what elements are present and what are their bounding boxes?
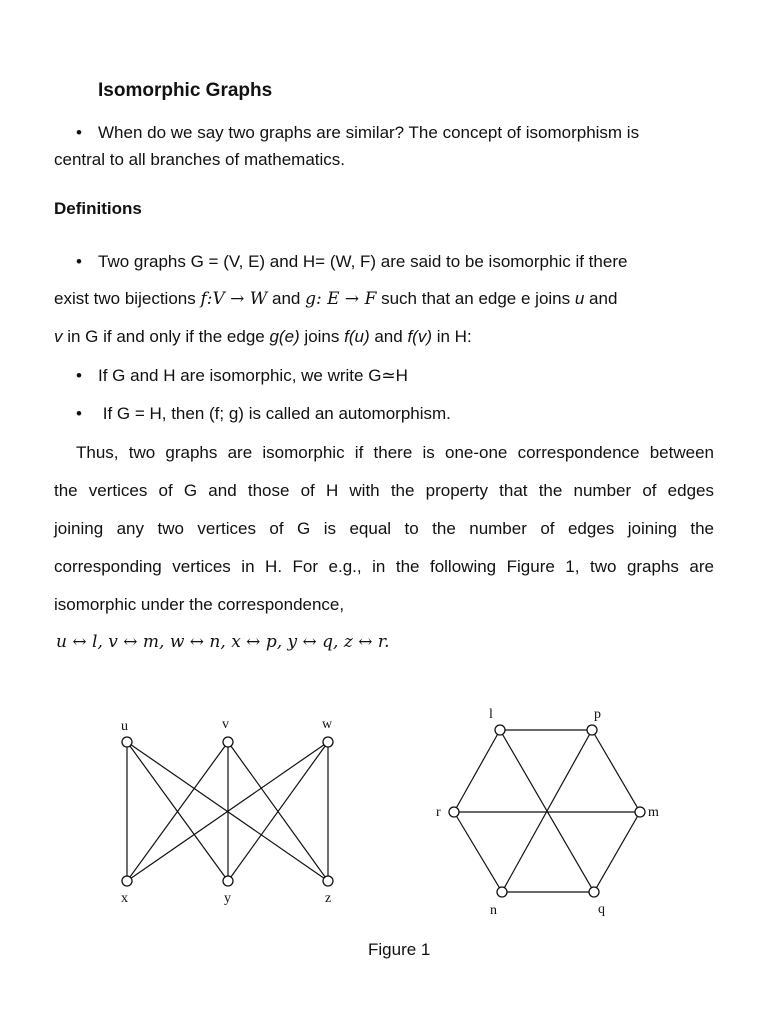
paragraph-line-3: joining any two vertices of G is equal to the number of edges joining the	[54, 519, 714, 538]
label-q: q	[598, 902, 605, 917]
vertex-l	[495, 725, 505, 735]
label-u: u	[121, 719, 128, 734]
graph-h-edges	[454, 730, 640, 892]
bullet-isomorphic-notation: • If G and H are isomorphic, we write G≃H	[76, 366, 408, 385]
vertex-w	[323, 737, 333, 747]
vertex-u	[122, 737, 132, 747]
edge-m-q	[594, 812, 640, 892]
edge-p-n	[502, 730, 592, 892]
label-x: x	[121, 891, 128, 906]
label-z: z	[325, 891, 332, 906]
vertex-m	[635, 807, 645, 817]
edge-n-r	[454, 812, 502, 892]
page-title: Isomorphic Graphs	[98, 80, 273, 101]
label-r: r	[436, 805, 441, 820]
vertex-p	[587, 725, 597, 735]
graph-h-figure	[420, 696, 680, 926]
definitions-heading: Definitions	[54, 199, 142, 218]
bullet-marker: •	[76, 252, 82, 271]
vertex-y	[223, 876, 233, 886]
edge-r-l	[454, 730, 500, 812]
label-v: v	[222, 717, 229, 732]
correspondence-formula: u ↔ l, v ↔ m, w ↔ n, x ↔ p, y ↔ q, z ↔ r.	[56, 632, 390, 652]
edge-p-m	[592, 730, 640, 812]
label-n: n	[490, 903, 497, 918]
bullet-automorphism: • If G = H, then (f; g) is called an automorphism.	[76, 404, 451, 423]
label-m: m	[648, 805, 659, 820]
paragraph-line-5: isomorphic under the correspondence,	[54, 595, 345, 614]
intro-line-1: • When do we say two graphs are similar? The concept of isomorphism is	[76, 123, 640, 142]
vertex-x	[122, 876, 132, 886]
vertex-q	[589, 887, 599, 897]
label-p: p	[594, 707, 601, 722]
definition-line-2: exist two bijections f:V → W and g: E → F such that an edge e joins u and	[54, 289, 618, 309]
paragraph-line-4: corresponding vertices in H. For e.g., in the following Figure 1, two graphs are	[54, 557, 714, 576]
vertex-v	[223, 737, 233, 747]
label-y: y	[224, 891, 231, 906]
definition-line-3: v in G if and only if the edge g(e) joins f(u) and f(v) in H:	[54, 327, 472, 346]
vertex-z	[323, 876, 333, 886]
label-w: w	[322, 717, 333, 732]
figure-caption: Figure 1	[368, 940, 431, 959]
vertex-n	[497, 887, 507, 897]
bullet-marker: •	[76, 123, 82, 142]
graph-g-edges	[127, 742, 328, 881]
definition-line-1: • Two graphs G = (V, E) and H= (W, F) are said to be isomorphic if there	[76, 252, 628, 271]
intro-line-2: central to all branches of mathematics.	[54, 150, 346, 169]
vertex-r	[449, 807, 459, 817]
paragraph-line-2: the vertices of G and those of H with the property that the number of edges	[54, 481, 714, 500]
paragraph-line-1: Thus, two graphs are isomorphic if there is one-one correspondence between	[76, 443, 714, 462]
graph-g-figure	[100, 706, 360, 916]
label-l: l	[489, 707, 493, 722]
